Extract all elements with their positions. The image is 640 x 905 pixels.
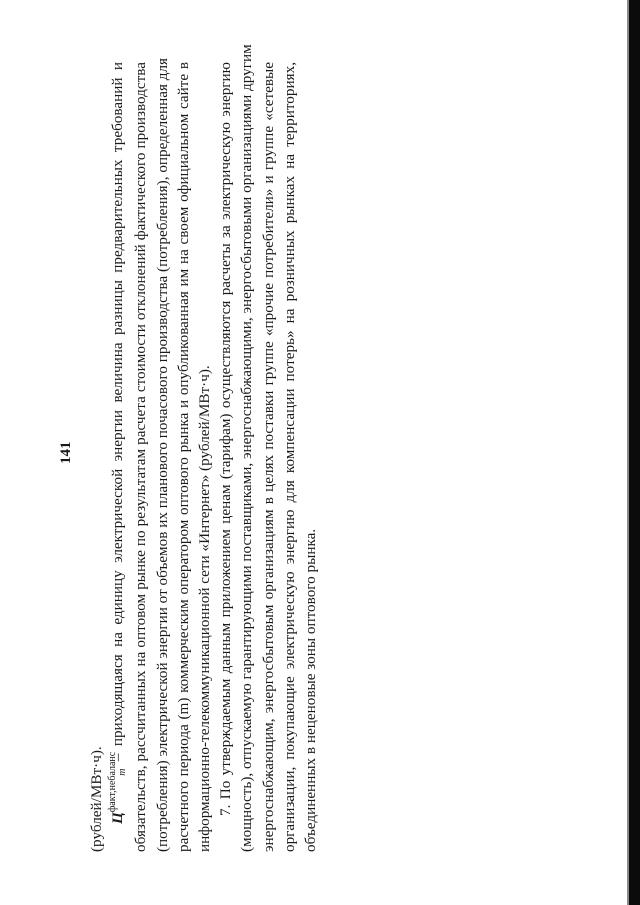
page-number: 141	[58, 441, 74, 464]
rotated-page-content	[50, 40, 320, 860]
formula-definition-line	[107, 62, 130, 852]
text-line: энергоснабжающим, энергосбытовым организациям в целях поставки группе «прочие потребители» и группе «сетевые	[259, 62, 277, 852]
text-line: (рублей/МВт·ч).	[88, 746, 105, 852]
price-symbol-subscript: m	[117, 768, 129, 776]
text-line: (потребления) электрической энергии от объемов их планового почасового производства (потребления), определенная для	[153, 57, 171, 852]
scan-edge	[629, 0, 640, 905]
price-symbol: Ц	[109, 812, 127, 824]
text-line: информационно-телекоммуникационной сети «Интернет» (рублей/МВт·ч).	[196, 365, 214, 852]
text-line: – приходящаяся на единицу электрической энергии величина разницы предварительных требований и	[109, 62, 127, 769]
text-line: расчетного периода (m) коммерческим оператором оптового рынка и опубликованная им на своем официальном сайте в	[174, 62, 192, 852]
text-line: обязательств, рассчитанных на оптовом рынке по результатам расчета стоимости отклонений фактического производства	[132, 62, 150, 852]
text-line: (мощность), отпускаемую гарантирующими поставщиками, энергоснабжающими, энергосбытовыми организациями другим	[238, 44, 256, 852]
text-line: объединенных в неценовые зоны оптового рынка.	[302, 528, 320, 852]
body-text	[86, 44, 321, 852]
text-line: организации, покупающие электрическую энергию для компенсации потерь» на розничных рынках на территориях,	[280, 62, 298, 852]
price-symbol-superscript: факт,небаланс	[107, 751, 119, 813]
paragraph-7-first-line: 7. По утверждаемым данным приложением ценам (тарифам) осуществляются расчеты за электрическую энергию	[217, 62, 235, 816]
